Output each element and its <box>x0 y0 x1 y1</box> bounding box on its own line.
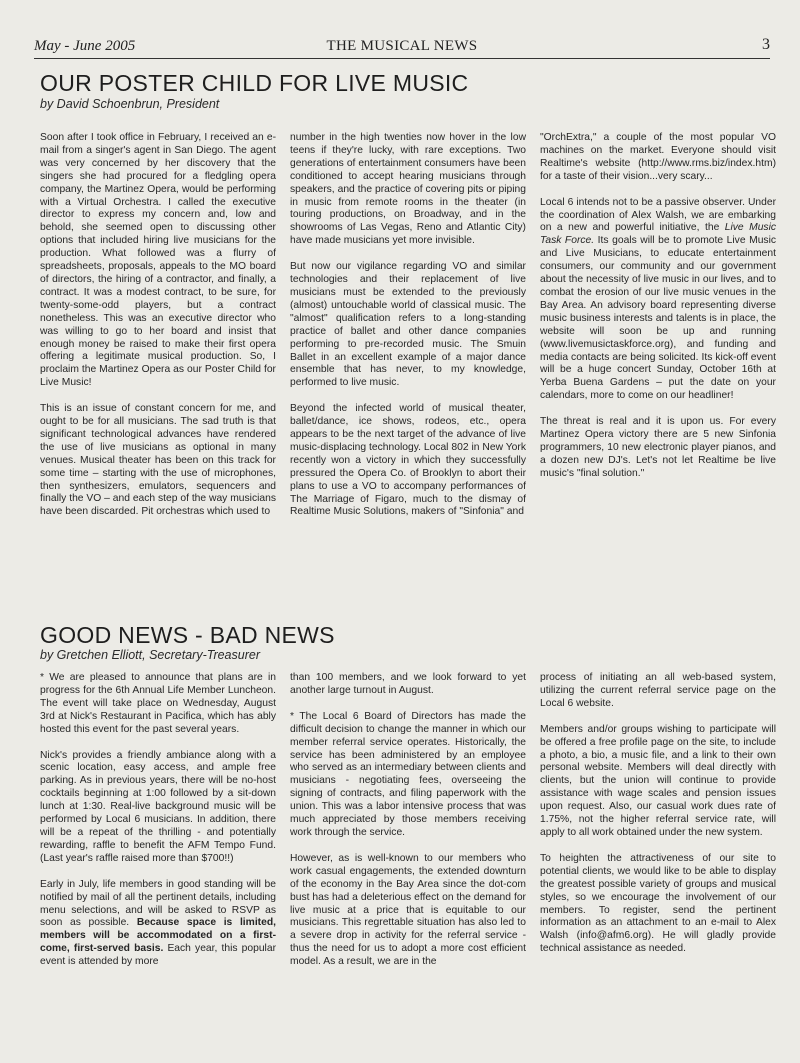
text-run: Local 6 intends not to be a passive observer. Under the coordination of Alex Walsh, we are embarking on a new and powerful initiative, the <box>540 196 776 234</box>
page-header <box>34 36 770 59</box>
article-column-2 <box>290 132 526 519</box>
paragraph: To heighten the attractiveness of our site to potential clients, we would like to be able to display the greatest possible variety of groups and musical styles, so we encourage the involvement of our members. To register, send the pertinent information as an attachment to an e-mail to Alex Walsh (info@afm6.org). He will gladly provide technical assistance as needed. <box>540 852 776 955</box>
publication-name: THE MUSICAL NEWS <box>326 38 478 54</box>
paragraph: than 100 members, and we look forward to yet another large turnout in August. <box>290 672 526 696</box>
paragraph: * The Local 6 Board of Directors has made the difficult decision to change the manner in which our member referral service operates. Historically, the service has been administered by an employee who served as an intermediary between clients and musicians - negotiating fees, overseeing the signing of contracts, and filing paperwork with the union. This was a labor intensive process that was much appreciated by those members receiving work through the service. <box>290 710 526 838</box>
issue-date: May - June 2005 <box>34 38 136 54</box>
paragraph: Soon after I took office in February, I received an e-mail from a singer's agent in San Diego. The agent was very concerned by her discovery that the singers she had procured for a fledgling opera company, the Martinez Opera, would be performing with a Virtual Orchestra. I called the executive director to express my concern and, low and behold, she seemed open to discussing other options that included hiring live musicians for the production. What followed was a flurry of spreadsheets, proposals, appeals to the MO board of directors, the hiring of a contractor, and finally, a contract. It was a modest contract, to be sure, for twenty-some-odd players, but a contract nonetheless. This was an executive director who was willing to go to her board and insist that enough money be raised to make their first opera offering a legitimate musical production. So, I proclaim the Martinez Opera as our Poster Child for Live Music! <box>40 132 276 389</box>
text-run: Each year, this popular event is attended by more <box>40 943 277 968</box>
text-run: Its goals will be to promote Live Music and Live Musicians, to educate entertainment consumers, our community and our government about the necessity of live music in our lives, and to combat the erosion of our live music venues in the Bay Area. An advisory board representing diverse music business interests and talents is in place, the website will soon be up and running (www.livemusictaskforce.org), and funding and media contacts are being solicited. Its kick-off event will be a huge concert Sunday, October 16th at Yerba Buena Gardens – put the date on your calendars, more to come on our headliner! <box>540 235 776 402</box>
paragraph: Beyond the infected world of musical theater, ballet/dance, ice shows, rodeos, etc., opera appears to be the next target of the advance of live music-displacing technology. Local 802 in New York recently won a victory in which they successfully pressured the Opera Co. of Brooklyn to abort their plans to use a VO to accompany performances of The Marriage of Figaro, much to the dismay of Realtime Music Solutions, makers of "Sinfonia" and <box>290 403 526 518</box>
paragraph: The threat is real and it is upon us. For every Martinez Opera victory there are 5 new Sinfonia programmers, 10 new electronic player pianos, and a dozen new DJ's. Let's not let Realtime be live music's "final solution." <box>540 416 776 479</box>
paragraph: * We are pleased to announce that plans are in progress for the 6th Annual Life Member Luncheon. The event will take place on Wednesday, August 3rd at Nick's Restaurant in Pacifica, which has ably hosted this event for the past several years. <box>40 672 276 735</box>
article-column-1 <box>40 132 276 519</box>
article-column-3 <box>540 672 776 956</box>
article-column-2 <box>290 672 526 969</box>
page-number: 3 <box>762 36 770 53</box>
text-run: Early in July, life members in good standing will be notified by mail of all the pertinent details, including menu selections, and will be asked to RSVP as soon as possible. <box>40 878 276 929</box>
initiative-name: Live Music Task Force. <box>540 222 777 247</box>
paragraph <box>540 197 776 404</box>
paragraph: But now our vigilance regarding VO and similar technologies and their replacement of live musicians must be extended to the previously (almost) untouchable world of classical music. The "almost" qualification refers to a long-standing practice of ballet and other dance companies performing to pre-recorded music. The Smuin Ballet in an excellent example of a major dance ensemble that has never, to my knowledge, performed to live music. <box>290 261 526 389</box>
paragraph: process of initiating an all web-based system, utilizing the current referral service page on the Local 6 website. <box>540 672 776 709</box>
paragraph: However, as is well-known to our members who work casual engagements, the extended downturn of the economy in the Bay Area since the dot-com bust has had a deleterious effect on the demand for live music at a price that is equitable to our musicians. This regrettable situation has also led to a severe drop in activity for the referral service - thus the need for us to adopt a more cost efficient model. As a result, we are in the <box>290 852 526 968</box>
article-byline: by David Schoenbrun, President <box>40 97 220 111</box>
article-column-3 <box>540 132 776 481</box>
article-title: OUR POSTER CHILD FOR LIVE MUSIC <box>40 70 469 96</box>
emphasis: Because space is limited, members will be accommodated on a first-come, first-served basis. <box>40 917 276 955</box>
paragraph: number in the high twenties now hover in the low teens if they're lucky, with rare exceptions. Two generations of entertainment consumers have been conditioned to accept hearing musicians through speakers, and the practice of covering pits or piping in music from remote rooms in the theater (in touring productions, on Broadway, and in the showrooms of Las Vegas, Reno and Atlantic City) have made musicians yet more invisible. <box>290 132 526 247</box>
article-byline: by Gretchen Elliott, Secretary-Treasurer <box>40 648 260 662</box>
paragraph: Nick's provides a friendly ambiance along with a scenic location, easy access, and ample free parking. As in previous years, there will be no-host cocktails beginning at 1:00 followed by a sit-down lunch at 1:30. Real-live background music will be performed by Local 6 musicians. In addition, there will be a repeat of the thrilling - and potentially rewarding, raffle to benefit the AFM Tempo Fund. (Last year's raffle raised more than $700!!) <box>40 749 276 864</box>
paragraph: This is an issue of constant concern for me, and ought to be for all musicians. The sad truth is that significant technological advances have rendered the use of live musicians as optional in many venues. Musical theater has been on this track for some time – starting with the use of microphones, then synthesizers, emulators, sequencers and finally the VO – and each step of the way musicians have been discarded. Pit orchestras which used to <box>40 403 276 518</box>
article-title: GOOD NEWS - BAD NEWS <box>40 622 335 648</box>
paragraph <box>40 879 276 969</box>
paragraph: Members and/or groups wishing to participate will be offered a free profile page on the site, to include a photo, a bio, a music file, and a link to their own personal website. Members will deal directly with clients, but the union will continue to provide assistance with wage scales and pension issues upon request. Also, our casual work dues rate of 1.75%, not the higher referral service rate, will apply to all work obtained under the new system. <box>540 723 776 838</box>
article-column-1 <box>40 672 276 969</box>
paragraph: "OrchExtra," a couple of the most popular VO machines on the market. Everyone should visit Realtime's website (http://www.rms.biz/index.htm) for a taste of their vision...very scary... <box>540 132 776 182</box>
